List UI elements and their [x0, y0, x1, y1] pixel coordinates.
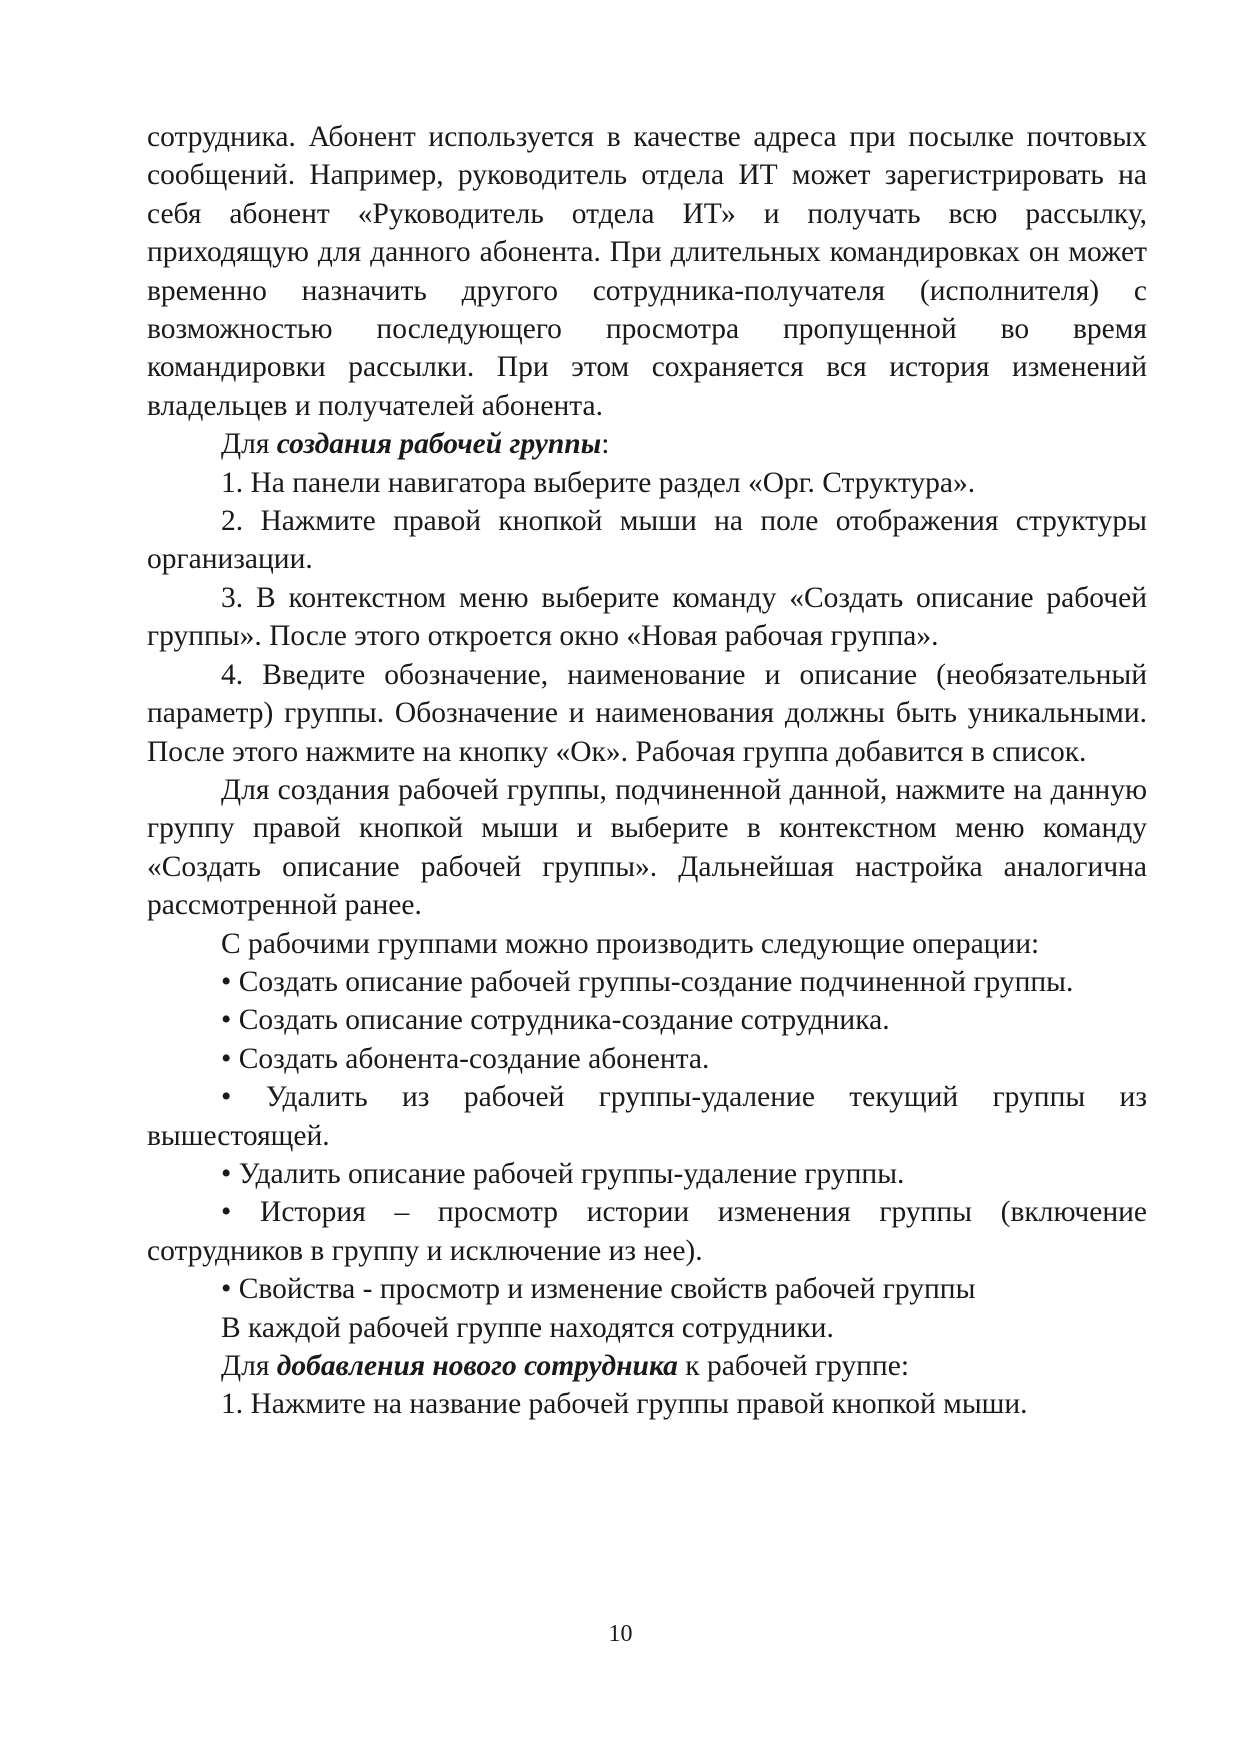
intro-text: Для [221, 1350, 277, 1382]
body-text [147, 118, 1147, 1424]
intro-tail: к рабочей группе: [677, 1350, 910, 1382]
intro-colon: : [601, 428, 610, 461]
bullet-delete-group: • Удалить описание рабочей группы-удаление группы. [221, 1157, 905, 1190]
step-1: 1. На панели навигатора выберите раздел «Орг. Структура». [221, 466, 976, 499]
paragraph-subscriber-description: сотрудника. Абонент используется в качестве адреса при посылке почтовых сообщений. Например, руководитель отдела ИТ может зарегистрировать на себя абонент «Руководитель отдела ИТ» и получать всю рассылку, приходящую для данного абонента. При длительных командировках он может временно назначить другого сотрудника-получателя (исполнителя) с возможностью последующего просмотра пропущенной во время командировки рассылки. При этом сохраняется вся история изменений владельцев и получателей абонента. [147, 121, 1147, 422]
bullet-create-subscriber: • Создать абонента-создание абонента. [221, 1042, 710, 1075]
paragraph-operations-intro: С рабочими группами можно производить следующие операции: [221, 927, 1040, 960]
step-2: 2. Нажмите правой кнопкой мыши на поле отображения структуры организации. [147, 505, 1147, 576]
bullet-remove-from-group: • Удалить из рабочей группы-удаление текущий группы из вышестоящей. [147, 1081, 1147, 1152]
paragraph-add-employee-intro [147, 1347, 1147, 1385]
bullet-properties: • Свойства - просмотр и изменение свойств рабочей группы [221, 1273, 976, 1306]
emphasis-create-group: создания рабочей группы [276, 428, 602, 461]
bullet-history: • История – просмотр истории изменения группы (включение сотрудников в группу и исключение из нее). [147, 1196, 1147, 1267]
step-3: 3. В контекстном меню выберите команду «Создать описание рабочей группы». После этого откроется окно «Новая рабочая группа». [147, 581, 1147, 653]
intro-text: Для [221, 428, 277, 461]
paragraph-group-employees: В каждой рабочей группе находятся сотрудники. [221, 1311, 834, 1344]
paragraph-create-group-intro [147, 425, 1147, 463]
paragraph-subordinate-group: Для создания рабочей группы, подчиненной данной, нажмите на данную группу правой кнопкой мыши и выберите в контекстном меню команду «Создать описание рабочей группы». Дальнейшая настройка аналогична рассмотренной ранее. [147, 773, 1147, 922]
page-number: 10 [608, 1621, 633, 1647]
bullet-create-group: • Создать описание рабочей группы-создание подчиненной группы. [221, 965, 1074, 998]
add-employee-step-1: 1. Нажмите на название рабочей группы правой кнопкой мыши. [221, 1388, 1028, 1421]
bullet-create-employee: • Создать описание сотрудника-создание сотрудника. [221, 1004, 890, 1037]
emphasis-add-employee: добавления нового сотрудника [276, 1350, 678, 1382]
step-4: 4. Введите обозначение, наименование и описание (необязательный параметр) группы. Обозначение и наименования должны быть уникальными. После этого нажмите на кнопку «Ок». Рабочая группа добавится в список. [147, 658, 1147, 768]
